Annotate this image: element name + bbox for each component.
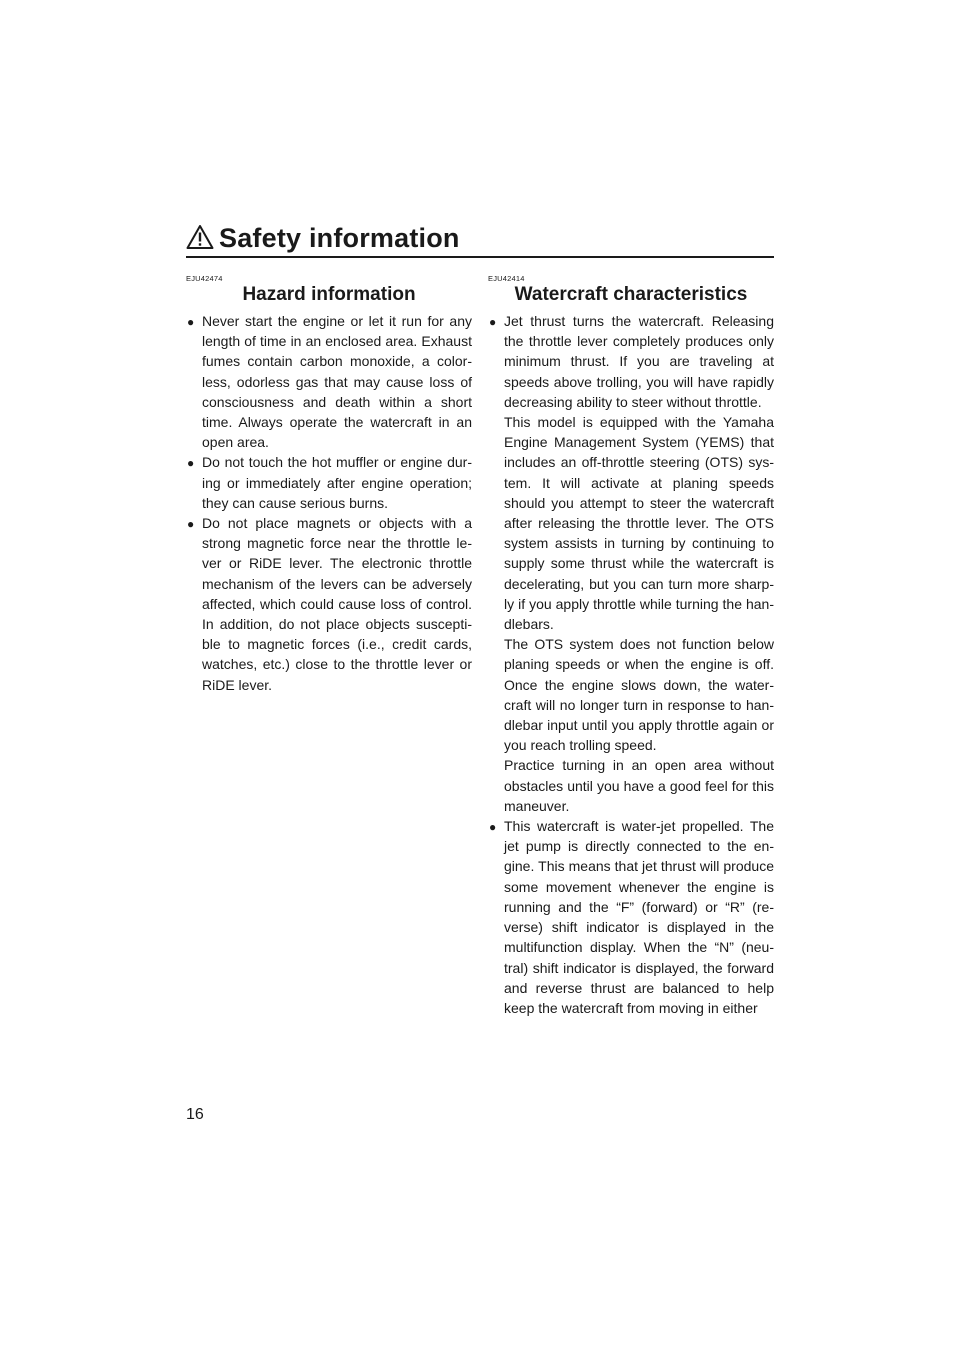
paragraph: The OTS system does not function below planing speeds or when the engine is off. Once the engine slows down, the water-craft will no longer turn in response to han-dlebar input until you apply throttle again or you reach trolling speed. bbox=[504, 636, 774, 754]
watercraft-characteristics-section bbox=[488, 274, 774, 1018]
bullet-list bbox=[488, 311, 774, 1018]
page-title: Safety information bbox=[219, 223, 460, 253]
hazard-information-section bbox=[186, 274, 472, 695]
section-title: Watercraft characteristics bbox=[514, 284, 748, 305]
list-item bbox=[186, 513, 472, 695]
section-code: EJU42474 bbox=[186, 274, 223, 283]
list-item bbox=[186, 311, 472, 452]
list-item bbox=[186, 452, 472, 513]
bullet-icon: ● bbox=[187, 517, 195, 532]
bullet-icon: ● bbox=[489, 820, 497, 835]
warning-triangle-icon bbox=[186, 224, 214, 250]
section-code: EJU42414 bbox=[488, 274, 525, 283]
paragraph: Practice turning in an open area without obstacles until you have a good feel for this maneuver. bbox=[504, 757, 774, 814]
page-number: 16 bbox=[186, 1106, 204, 1123]
bullet-icon: ● bbox=[489, 315, 497, 329]
bullet-icon: ● bbox=[187, 315, 195, 329]
paragraph: This model is equipped with the Yamaha Engine Management System (YEMS) that includes an off-throttle steering (OTS) sys-tem. It will activate at planing speeds should you attempt to steer the watercraft after releasing the throttle lever. The OTS system assists in turning by continuing to supply some thrust while the watercraft is decelerating, but you can turn more sharp-ly if you apply throttle while turning the han-dlebars. bbox=[504, 414, 774, 633]
page-header bbox=[186, 222, 774, 258]
paragraph: Never start the engine or let it run for any length of time in an enclosed area. Exhaust fumes contain carbon monoxide, a color-less, odorless gas that may cause loss of consciousness and death within a short time. Always operate the watercraft in an open area. bbox=[202, 313, 472, 451]
paragraph: Do not touch the hot muffler or engine dur-ing or immediately after engine operation; they can cause serious burns. bbox=[202, 454, 472, 511]
bullet-icon: ● bbox=[187, 456, 195, 471]
section-title: Hazard information bbox=[242, 284, 416, 305]
list-item bbox=[488, 311, 774, 816]
paragraph: This watercraft is water-jet propelled. The jet pump is directly connected to the en-gine. This means that jet thrust will produce some movement whenever the engine is running and the “F” (forward) or “R” (re-verse) shift indicator is displayed in the multifunction display. When the “N” (neu-tral) shift indicator is displayed, the forward and reverse thrust are balanced to help keep the watercraft from moving in either bbox=[504, 818, 774, 1016]
paragraph: Do not place magnets or objects with a strong magnetic force near the throttle le-ver or RiDE lever. The electronic throttle mechanism of the levers can be adversely affected, which could cause loss of control. In addition, do not place objects suscepti-ble to magnetic forces (i.e., credit cards, watches, etc.) close to the throttle lever or RiDE lever. bbox=[202, 515, 472, 693]
bullet-list bbox=[186, 311, 472, 695]
list-item bbox=[488, 816, 774, 1018]
paragraph: Jet thrust turns the watercraft. Releasing the throttle lever completely produces only minimum thrust. If you are traveling at speeds above trolling, you will have rapidly decreasing ability to steer without throttle. bbox=[504, 313, 774, 410]
